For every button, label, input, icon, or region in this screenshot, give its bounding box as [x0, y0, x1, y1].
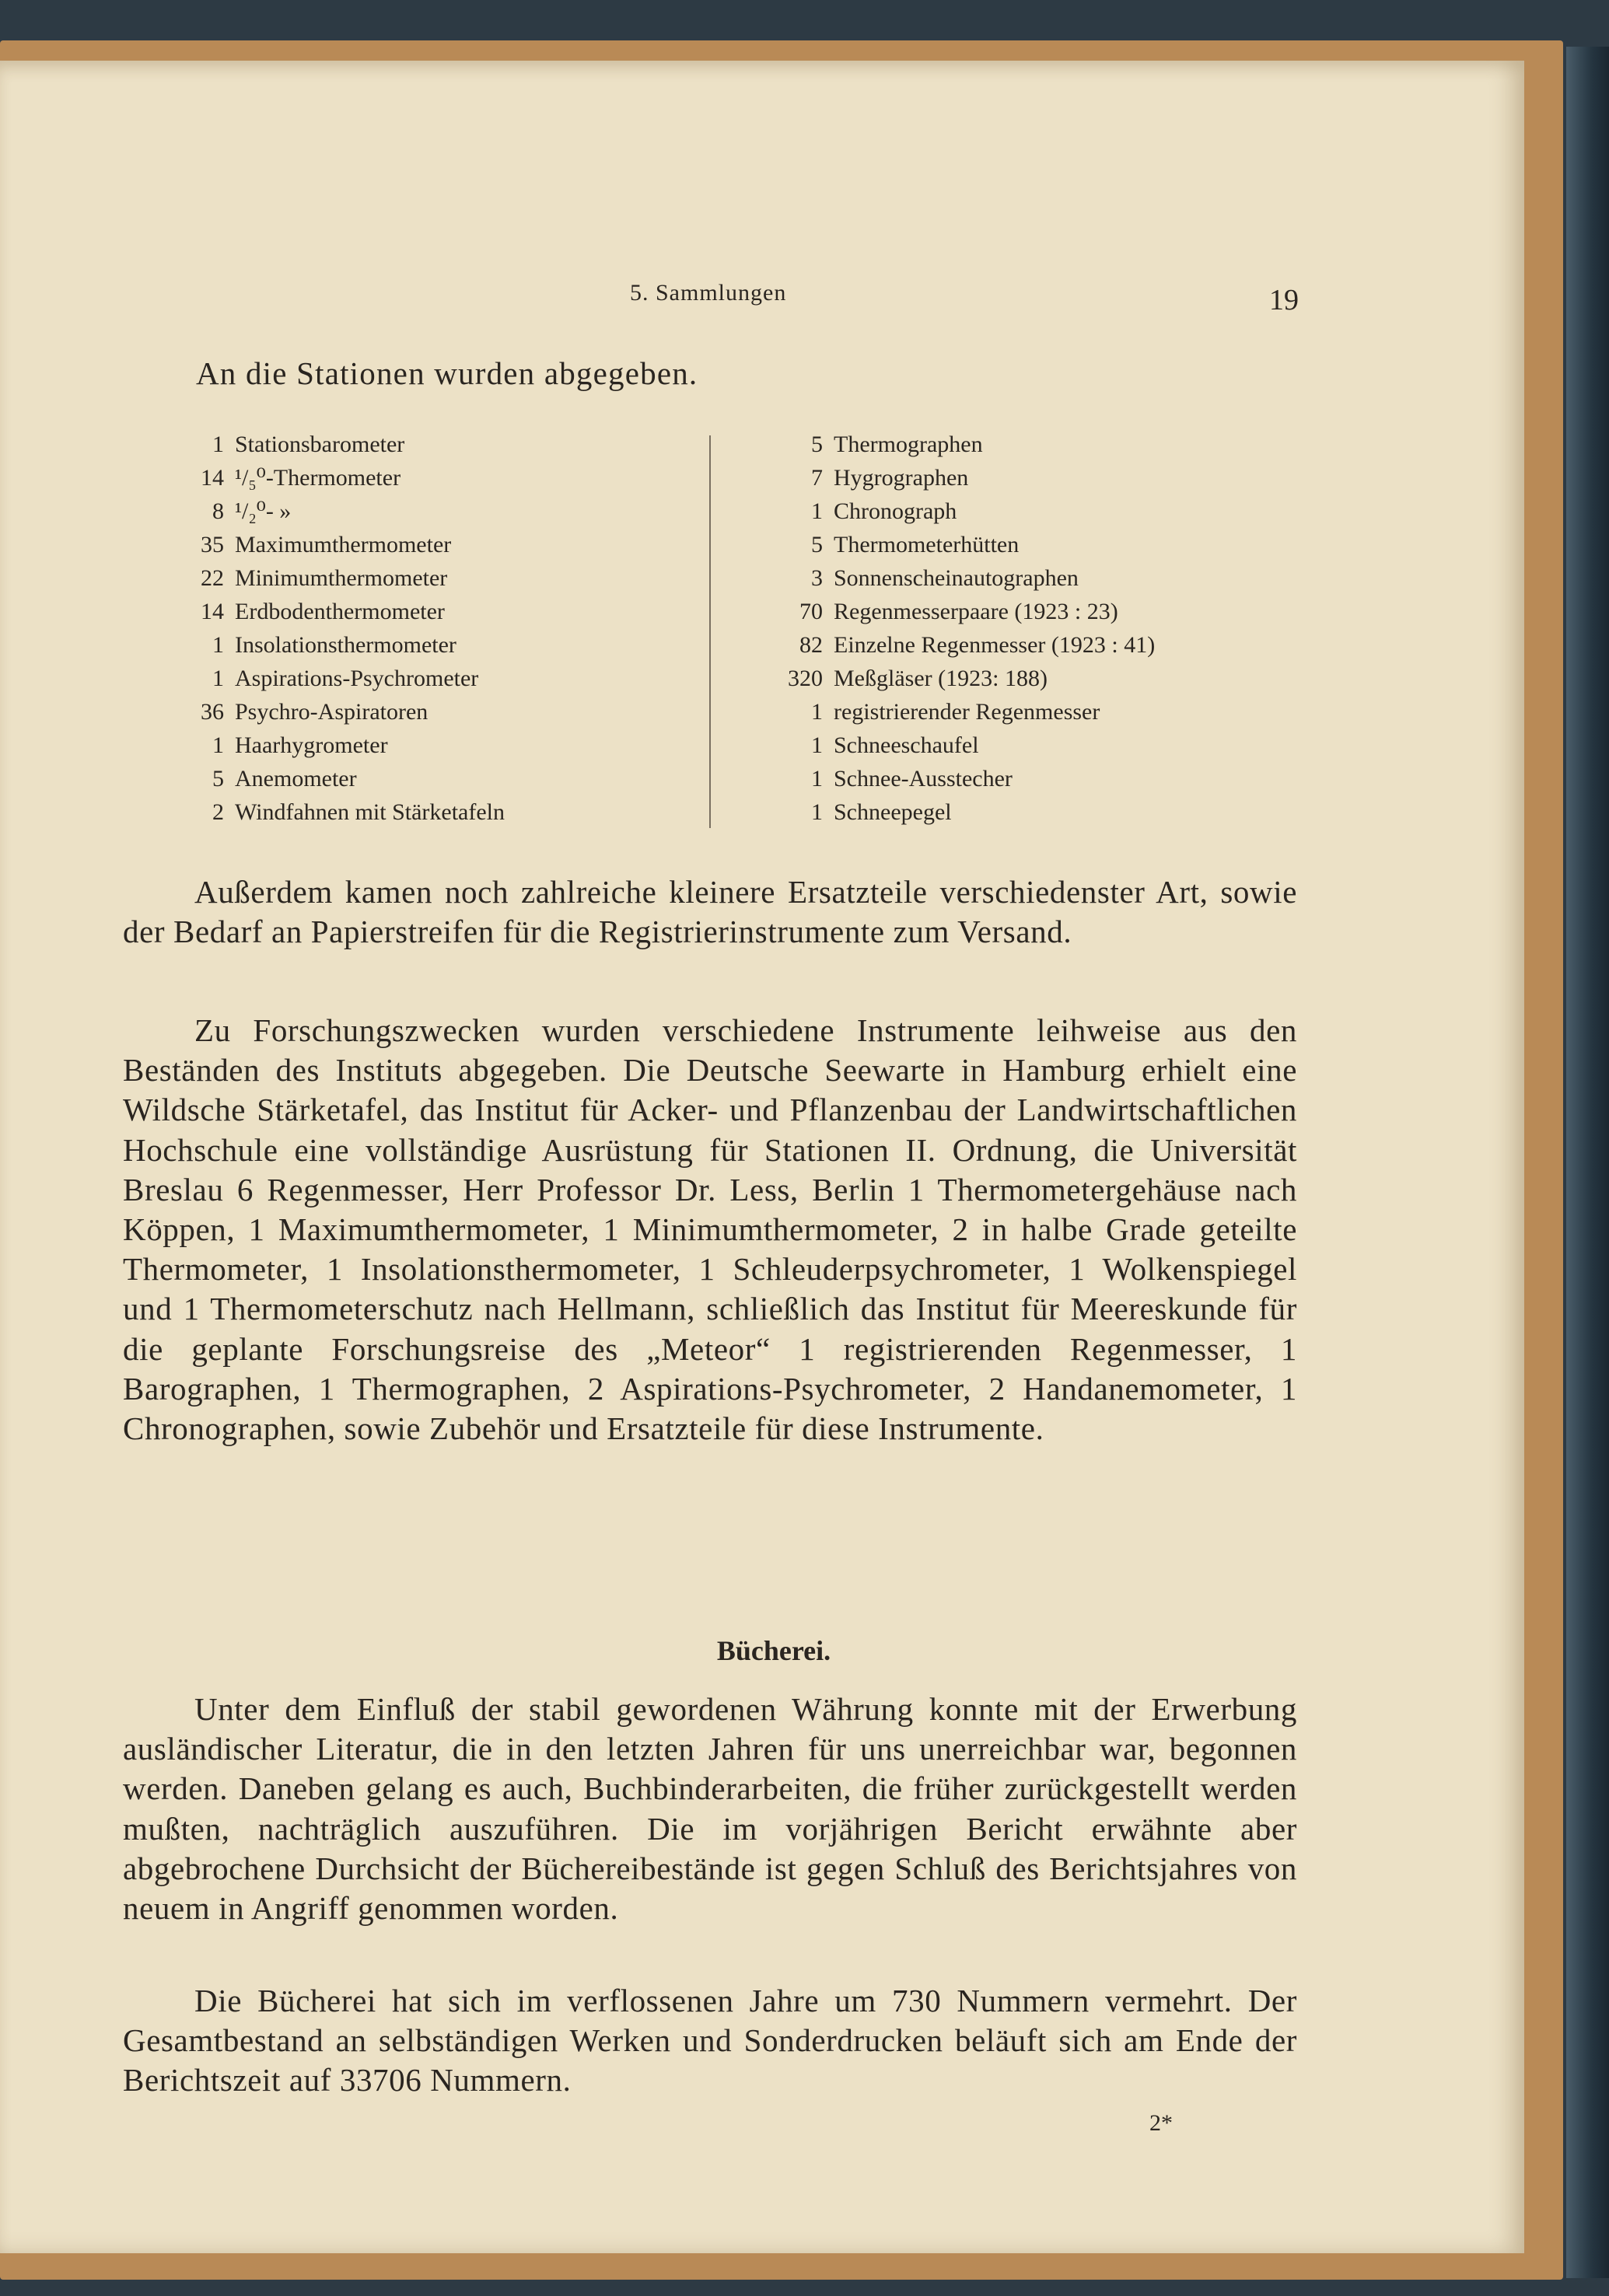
running-head: 5. Sammlungen	[630, 280, 787, 306]
table-row	[778, 795, 1275, 829]
table-row	[187, 795, 700, 829]
item-quantity: 82	[799, 632, 823, 658]
item-quantity: 320	[788, 666, 823, 691]
item-name: Chronograph	[834, 498, 957, 524]
table-row	[187, 428, 700, 461]
item-quantity: 14	[201, 599, 224, 624]
item-quantity: 1	[811, 732, 823, 758]
item-quantity: 5	[811, 532, 823, 557]
item-name: Aspirations-Psychrometer	[235, 666, 479, 691]
table-row	[187, 561, 700, 595]
paragraph-research-loans	[123, 1011, 1297, 1449]
page-header	[124, 280, 1299, 327]
paragraph-text: Die Bücherei hat sich im verflossenen Jahre um 730 Nummern vermehrt. Der Gesamtbestand an selbständigen Werken und Sonderdrucken beläuft sich am Ende der Berichtszeit auf 33706 Nummern.	[123, 1983, 1297, 2099]
item-name: ¹/₅⁰-Thermometer	[235, 465, 401, 491]
item-quantity: 5	[212, 766, 224, 792]
table-row	[187, 595, 700, 628]
table-row	[187, 729, 700, 762]
table-left-column	[187, 428, 700, 829]
item-name: Thermographen	[834, 432, 983, 457]
item-name: Erdbodenthermometer	[235, 599, 445, 624]
book-page	[0, 61, 1524, 2253]
item-name: Psychro-Aspiratoren	[235, 699, 428, 725]
item-name: Hygrographen	[834, 465, 969, 491]
table-row	[778, 494, 1275, 528]
table-row	[778, 662, 1275, 695]
paragraph-spare-parts	[123, 872, 1297, 952]
item-name: Windfahnen mit Stärketafeln	[235, 799, 505, 825]
page-number: 19	[1269, 284, 1299, 316]
table-row	[187, 762, 700, 795]
section-heading: Bücherei.	[716, 1635, 831, 1666]
item-quantity: 5	[811, 432, 823, 457]
table-row	[778, 528, 1275, 561]
item-name: registrierender Regenmesser	[834, 699, 1100, 725]
column-divider	[709, 435, 711, 828]
item-name: Maximumthermometer	[235, 532, 452, 557]
table-row	[778, 428, 1275, 461]
paragraph-library-total	[123, 1981, 1297, 2101]
item-quantity: 1	[811, 498, 823, 524]
table-row	[187, 461, 700, 494]
item-quantity: 7	[811, 465, 823, 491]
item-name: Einzelne Regenmesser (1923 : 41)	[834, 632, 1156, 658]
item-name: Sonnenscheinautographen	[834, 565, 1079, 591]
item-name: Schneepegel	[834, 799, 952, 825]
paragraph-library-acquisitions	[123, 1690, 1297, 1928]
table-row	[187, 628, 700, 662]
item-name: ¹/₂⁰- »	[235, 498, 292, 524]
table-row	[778, 628, 1275, 662]
item-quantity: 36	[201, 699, 224, 725]
paragraph-text: Zu Forschungszwecken wurden verschiedene Instrumente leihweise aus den Beständen des Instituts abgegeben. Die Deutsche Seewarte in Hamburg erhielt eine Wildsche Stärketafel, das Institut für Acker- und Pflanzenbau der Landwirtschaftlichen Hochschule eine vollständige Ausrüstung für Stationen II. Ordnung, die Universität Breslau 6 Regenmesser, Herr Professor Dr. Less, Berlin 1 Thermometergehäuse nach Köppen, 1 Maximumthermometer, 1 Minimumthermometer, 2 in halbe Grade geteilte Thermometer, 1 Insolationsthermometer, 1 Schleuderpsychrometer, 1 Wolkenspiegel und 1 Thermometerschutz nach Hellmann, schließlich das Institut für Meereskunde für die geplante Forschungsreise des „Meteor“ 1 registrierenden Regenmesser, 1 Barographen, 1 Thermographen, 2 Aspirations-Psychrometer, 2 Handanemometer, 1 Chronographen, sowie Zubehör und Ersatzteile für diese Instrumente.	[123, 1012, 1297, 1447]
item-quantity: 70	[799, 599, 823, 624]
book-spine	[1566, 47, 1609, 2278]
signature-mark: 2*	[1149, 2110, 1173, 2136]
item-quantity: 8	[212, 498, 224, 524]
table-right-column	[778, 428, 1275, 829]
item-quantity: 1	[811, 799, 823, 825]
item-quantity: 14	[201, 465, 224, 491]
table-row	[187, 695, 700, 729]
item-quantity: 1	[212, 632, 224, 658]
table-row	[778, 762, 1275, 795]
item-name: Anemometer	[235, 766, 357, 792]
table-row	[778, 695, 1275, 729]
item-quantity: 1	[811, 699, 823, 725]
item-name: Schnee-Ausstecher	[834, 766, 1013, 792]
item-name: Schneeschaufel	[834, 732, 979, 758]
item-quantity: 1	[811, 766, 823, 792]
item-quantity: 1	[212, 732, 224, 758]
paragraph-text: Außerdem kamen noch zahlreiche kleinere Ersatzteile verschiedenster Art, sowie der Bedarf an Papierstreifen für die Registrierinstrumente zum Versand.	[123, 874, 1297, 950]
paragraph-text: Unter dem Einfluß der stabil gewordenen Währung konnte mit der Erwerbung ausländischer Literatur, die in den letzten Jahren für uns unerreichbar war, begonnen werden. Daneben gelang es auch, Buchbinderarbeiten, die früher zurückgestellt werden mußten, nachträglich auszuführen. Die im vorjährigen Bericht erwähnte aber abgebrochene Durchsicht der Büchereibestände ist gegen Schluß des Berichtsjahres von neuem in Angriff genommen worden.	[123, 1691, 1297, 1927]
item-name: Regenmesserpaare (1923 : 23)	[834, 599, 1118, 624]
table-row	[778, 461, 1275, 494]
item-quantity: 3	[811, 565, 823, 591]
item-name: Insolationsthermometer	[235, 632, 456, 658]
item-name: Stationsbarometer	[235, 432, 405, 457]
item-name: Minimumthermometer	[235, 565, 448, 591]
item-quantity: 35	[201, 532, 224, 557]
table-row	[187, 528, 700, 561]
table-row	[187, 662, 700, 695]
item-name: Meßgläser (1923: 188)	[834, 666, 1048, 691]
intro-line: An die Stationen wurden abgegeben.	[196, 355, 698, 391]
item-name: Haarhygrometer	[235, 732, 388, 758]
table-row	[187, 494, 700, 528]
table-row	[778, 595, 1275, 628]
table-row	[778, 729, 1275, 762]
item-name: Thermometerhütten	[834, 532, 1020, 557]
item-quantity: 1	[212, 432, 224, 457]
item-quantity: 2	[212, 799, 224, 825]
item-quantity: 22	[201, 565, 224, 591]
item-quantity: 1	[212, 666, 224, 691]
table-row	[778, 561, 1275, 595]
instrument-table	[187, 428, 1275, 830]
